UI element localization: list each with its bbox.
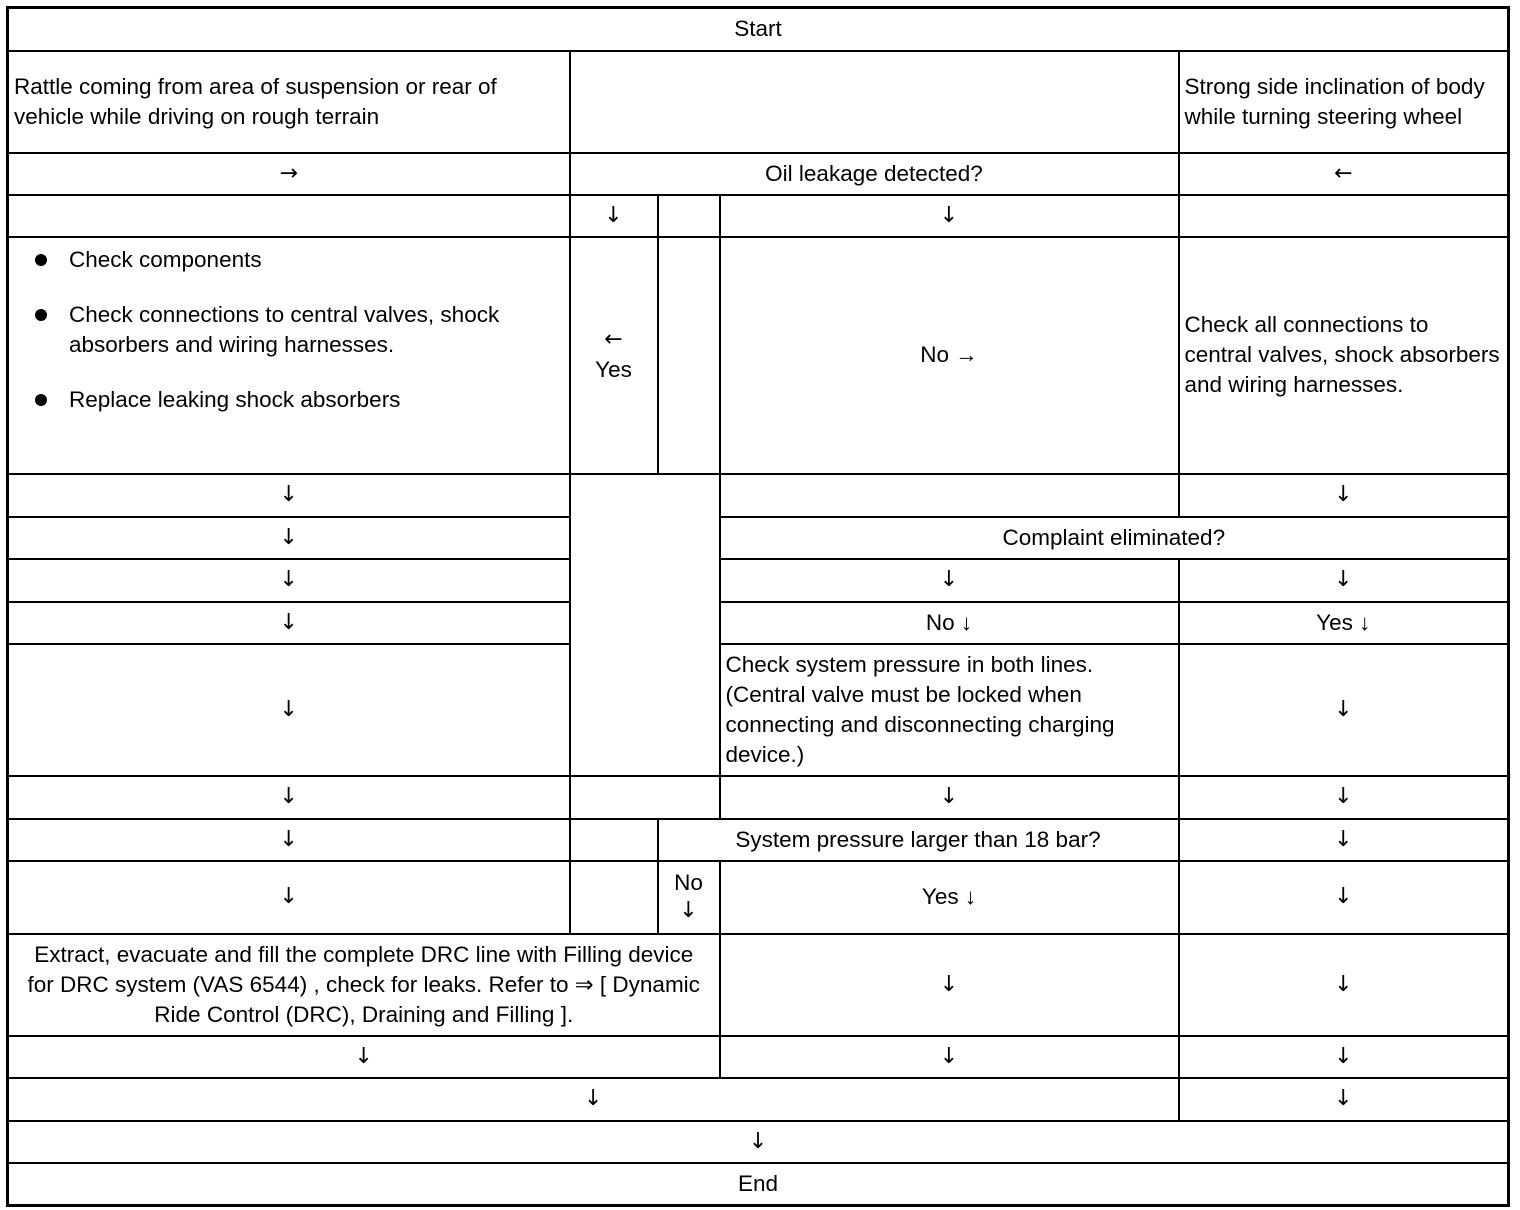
arrow-down: ↓ bbox=[1179, 1036, 1509, 1078]
arrow-down: ↓ bbox=[720, 934, 1179, 1036]
empty-cell bbox=[570, 819, 658, 861]
empty-cell bbox=[658, 195, 720, 237]
extract-fill-cell: Extract, evacuate and fill the complete DRC line with Filling device for DRC system (VAS 6544) , check for leaks. Refer to ⇒ [ Dynamic Ride Control (DRC), Draining and Filling ]. bbox=[8, 934, 720, 1036]
empty-cell bbox=[570, 51, 1179, 153]
left-checks-cell bbox=[8, 237, 570, 474]
empty-cell bbox=[570, 776, 720, 819]
arrow-down: ↓ bbox=[1179, 776, 1509, 819]
symptom-inclination: Strong side inclination of body while turning steering wheel bbox=[1179, 51, 1509, 153]
arrow-down: ↓ bbox=[1179, 861, 1509, 934]
no-right-label: No → bbox=[720, 237, 1179, 474]
empty-cell bbox=[570, 861, 658, 934]
arrow-down: ↓ bbox=[1179, 644, 1509, 776]
arrow-down: ↓ bbox=[1179, 819, 1509, 861]
arrow-down: ↓ bbox=[8, 644, 570, 776]
empty-cell bbox=[720, 474, 1179, 517]
arrow-down: ↓ bbox=[720, 559, 1179, 602]
arrow-down: ↓ bbox=[1179, 474, 1509, 517]
check-item: Replace leaking shock absorbers bbox=[34, 385, 564, 415]
end-node: End bbox=[8, 1163, 1509, 1206]
arrow-left: ← bbox=[604, 327, 623, 352]
yes-down-label: Yes ↓ bbox=[1179, 602, 1509, 644]
empty-block bbox=[570, 474, 720, 776]
left-checks-list bbox=[14, 245, 564, 415]
check-item: Check components bbox=[34, 245, 564, 275]
arrow-down: ↓ bbox=[8, 776, 570, 819]
empty-cell bbox=[8, 195, 570, 237]
question-complaint-eliminated: Complaint eliminated? bbox=[720, 517, 1509, 559]
arrow-down: ↓ bbox=[720, 776, 1179, 819]
arrow-down: ↓ bbox=[8, 1078, 1179, 1121]
arrow-down: ↓ bbox=[1179, 1078, 1509, 1121]
arrow-down: ↓ bbox=[8, 1036, 720, 1078]
empty-cell bbox=[658, 237, 720, 474]
arrow-down: ↓ bbox=[8, 517, 570, 559]
no-label: No bbox=[674, 870, 703, 895]
arrow-down: ↓ bbox=[1179, 559, 1509, 602]
yes-left-label bbox=[570, 237, 658, 474]
check-item: Check connections to central valves, shock absorbers and wiring harnesses. bbox=[34, 300, 564, 360]
arrow-down: ↓ bbox=[570, 195, 658, 237]
arrow-down: ↓ bbox=[1179, 934, 1509, 1036]
right-check-cell: Check all connections to central valves, shock absorbers and wiring harnesses. bbox=[1179, 237, 1509, 474]
arrow-down: ↓ bbox=[8, 474, 570, 517]
question-oil-leakage: Oil leakage detected? bbox=[570, 153, 1179, 195]
question-system-pressure: System pressure larger than 18 bar? bbox=[658, 819, 1179, 861]
empty-cell bbox=[1179, 195, 1509, 237]
start-node: Start bbox=[8, 8, 1509, 51]
arrow-down: ↓ bbox=[720, 195, 1179, 237]
yes-label: Yes bbox=[595, 357, 632, 382]
arrow-down: ↓ bbox=[8, 861, 570, 934]
no-down-label: No ↓ bbox=[720, 602, 1179, 644]
diagnosis-flowchart bbox=[6, 6, 1510, 1207]
yes-down-label: Yes ↓ bbox=[720, 861, 1179, 934]
arrow-down: ↓ bbox=[8, 602, 570, 644]
arrow-down: ↓ bbox=[8, 559, 570, 602]
symptom-rattle: Rattle coming from area of suspension or rear of vehicle while driving on rough terrain bbox=[8, 51, 570, 153]
arrow-left: ← bbox=[1179, 153, 1509, 195]
arrow-down: ↓ bbox=[8, 819, 570, 861]
arrow-down: ↓ bbox=[720, 1036, 1179, 1078]
arrow-down: ↓ bbox=[8, 1121, 1509, 1163]
no-down-stacked bbox=[658, 861, 720, 934]
pressure-check-cell: Check system pressure in both lines. (Central valve must be locked when connecting and disconnecting charging device.) bbox=[720, 644, 1179, 776]
arrow-right: → bbox=[8, 153, 570, 195]
arrow-down: ↓ bbox=[679, 898, 698, 923]
